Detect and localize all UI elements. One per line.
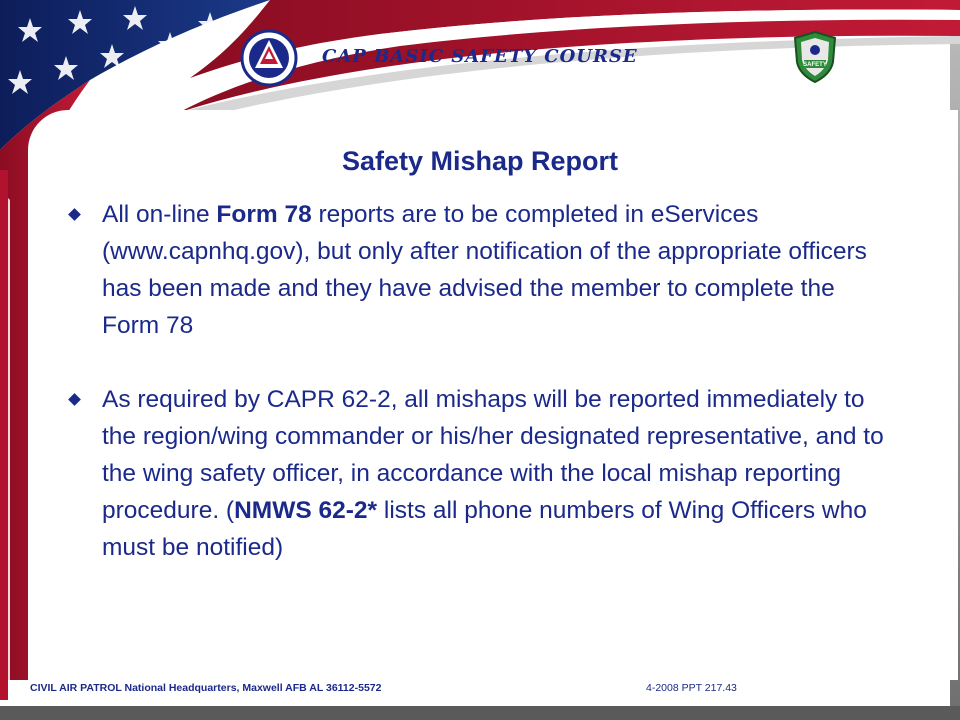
bullet-text-part: reports are to be completed in eServices (www.capnhq.gov), but only after notification of the appropriate officers has been made and they have advised the member to complete the Form 78 [102, 201, 867, 339]
diamond-bullet-icon [68, 393, 81, 406]
bullet-text [102, 386, 884, 561]
slide-title: Safety Mishap Report [341, 146, 619, 176]
bullet-text-part: As required by CAPR 62-2, all mishaps will be reported immediately to the region/wing commander or his/her designated representative, and to the wing safety officer, in accordance with the local mishap reporting procedure. ( [102, 386, 884, 524]
bullet-text-bold: NMWS 62-2* [234, 497, 378, 524]
bullet-text [102, 201, 867, 339]
footer-slide-id: 4-2008 PPT 217.43 [646, 682, 737, 694]
civil-air-patrol-logo-icon [240, 28, 298, 88]
safety-logo-text: SAFETY [803, 62, 827, 68]
bullet-text-part: All on-line [102, 201, 217, 228]
diamond-bullet-icon [68, 208, 81, 221]
bullet-item [68, 196, 898, 344]
bullet-text-part: lists all phone numbers of Wing Officers who must be notified) [102, 497, 867, 561]
bullet-list [68, 196, 898, 566]
footer-organization: CIVIL AIR PATROL National Headquarters, Maxwell AFB AL 36112-5572 [30, 682, 382, 694]
bullet-item [68, 381, 898, 566]
bullet-text-bold: Form 78 [216, 201, 312, 228]
safety-shield-logo-icon [792, 30, 838, 84]
course-header-title: CAP BASIC SAFETY COURSE [322, 46, 638, 67]
